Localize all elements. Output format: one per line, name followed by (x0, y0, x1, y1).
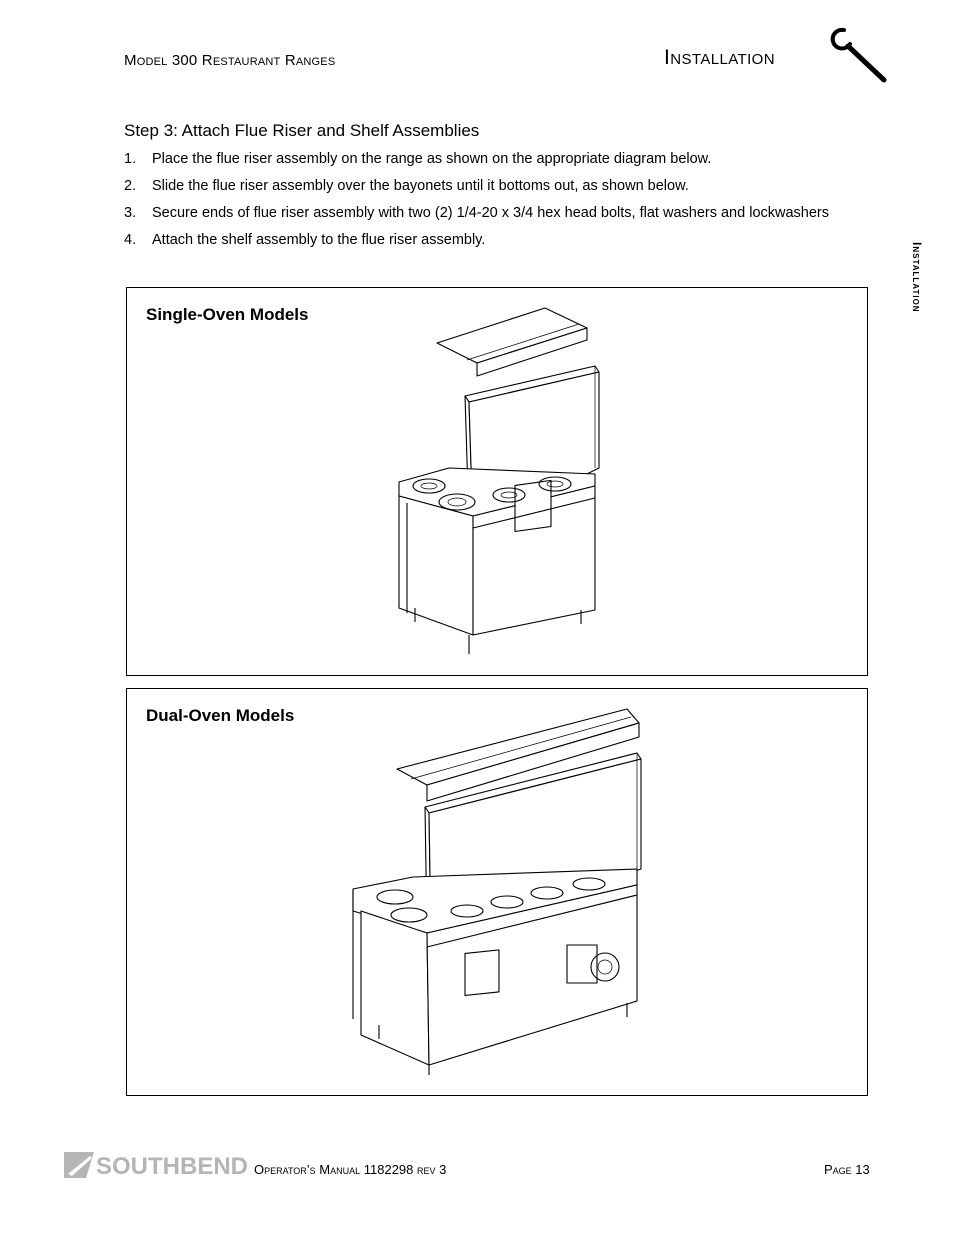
list-number: 1. (124, 151, 137, 167)
range-body (399, 468, 595, 654)
dual-oven-figure (126, 688, 868, 1096)
footer-manual-number: Operator’s Manual 1182298 rev 3 (254, 1162, 447, 1177)
shelf-assembly (437, 308, 587, 376)
wrench-icon (826, 26, 890, 86)
running-header-title: Model 300 Restaurant Ranges (124, 52, 336, 69)
list-number: 2. (124, 178, 137, 194)
list-item (124, 150, 876, 168)
list-text: Place the flue riser assembly on the range as shown on the appropriate diagram below. (152, 151, 712, 167)
southbend-logo (64, 1150, 249, 1180)
svg-text:SOUTHBEND: SOUTHBEND (96, 1153, 249, 1180)
section-title: Installation (664, 46, 775, 69)
dual-oven-range-drawing (127, 689, 867, 1095)
page-number: Page 13 (824, 1162, 870, 1177)
side-section-tab: Installation (910, 242, 924, 313)
step-heading: Step 3: Attach Flue Riser and Shelf Assemblies (124, 121, 480, 140)
instruction-list (124, 150, 876, 258)
list-item (124, 231, 876, 249)
single-oven-figure (126, 287, 868, 676)
range-body (353, 869, 637, 1075)
single-oven-range-drawing (127, 288, 867, 675)
list-text: Secure ends of flue riser assembly with two (2) 1/4-20 x 3/4 hex head bolts, flat washers and lockwashers (152, 205, 829, 221)
list-text: Slide the flue riser assembly over the bayonets until it bottoms out, as shown below. (152, 178, 689, 194)
list-item (124, 204, 876, 222)
figure-title: Dual-Oven Models (146, 706, 295, 725)
list-number: 3. (124, 205, 137, 221)
list-number: 4. (124, 232, 137, 248)
list-text: Attach the shelf assembly to the flue riser assembly. (152, 232, 486, 248)
figure-title: Single-Oven Models (146, 305, 309, 324)
list-item (124, 177, 876, 195)
